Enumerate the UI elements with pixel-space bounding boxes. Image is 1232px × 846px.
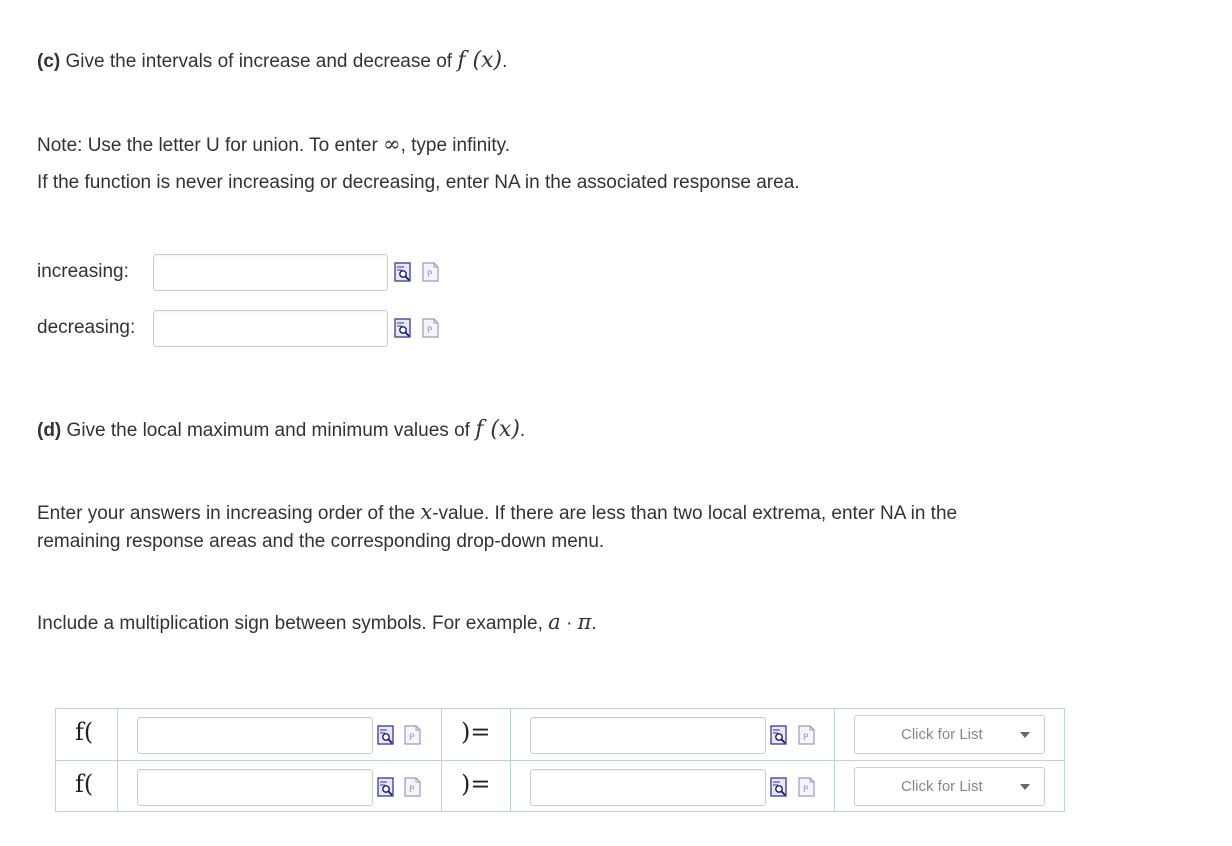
row-2-x-input[interactable]	[137, 769, 373, 806]
svg-text:P: P	[803, 785, 809, 795]
instruction-text-b: -value. If there are less than two local extrema, enter NA in the	[432, 503, 958, 524]
part-d-heading	[37, 417, 525, 442]
preview-icon[interactable]	[377, 725, 395, 745]
preview-icon[interactable]	[770, 725, 788, 745]
example-a: a	[548, 610, 561, 634]
row-2-y-input[interactable]	[530, 769, 766, 806]
part-d-text: Give the local maximum and minimum values of	[66, 420, 470, 441]
note-line-2: If the function is never increasing or decreasing, enter NA in the associated response area.	[37, 172, 800, 193]
part-d-label: (d)	[37, 420, 62, 441]
decreasing-label: decreasing:	[37, 317, 136, 338]
multiplication-text: Include a multiplication sign between symbols. For example,	[37, 613, 543, 634]
preview-icon[interactable]	[770, 777, 788, 797]
part-c-period: .	[502, 51, 508, 72]
row-1-y-input[interactable]	[530, 717, 766, 754]
preview-icon[interactable]	[394, 318, 412, 338]
svg-text:P: P	[409, 785, 415, 795]
example-period: .	[591, 613, 597, 634]
symbol-palette-icon[interactable]	[798, 777, 816, 797]
table-row-2-f-open: f(	[75, 770, 94, 798]
part-c-text: Give the intervals of increase and decrease of	[65, 51, 453, 72]
increasing-label: increasing:	[37, 261, 129, 282]
symbol-palette-icon[interactable]	[404, 777, 422, 797]
multiplication-note	[37, 610, 597, 635]
example-pi: π	[577, 610, 592, 634]
preview-icon[interactable]	[394, 262, 412, 282]
row-1-select-text: Click for List	[901, 726, 983, 743]
increasing-input[interactable]	[153, 254, 388, 291]
table-row-2-equals: )=	[461, 770, 491, 798]
infinity-symbol: ∞	[383, 132, 401, 156]
preview-icon[interactable]	[377, 777, 395, 797]
row-1-x-input[interactable]	[137, 717, 373, 754]
instruction-text-a: Enter your answers in increasing order of the	[37, 503, 416, 524]
symbol-palette-icon[interactable]	[422, 318, 440, 338]
x-variable: x	[420, 500, 433, 524]
symbol-palette-icon[interactable]	[422, 262, 440, 282]
part-c-function: f (x)	[457, 48, 503, 73]
symbol-palette-icon[interactable]	[404, 725, 422, 745]
extrema-table	[55, 708, 1065, 812]
row-1-extrema-select[interactable]	[854, 715, 1045, 754]
svg-text:P: P	[427, 326, 433, 336]
chevron-down-icon	[1020, 732, 1030, 738]
table-row-1-equals: )=	[461, 718, 491, 746]
instruction-line-1	[37, 500, 957, 525]
symbol-palette-icon[interactable]	[798, 725, 816, 745]
part-c-heading	[37, 48, 507, 73]
chevron-down-icon	[1020, 784, 1030, 790]
note-line-1	[37, 132, 510, 157]
svg-text:P: P	[427, 270, 433, 280]
row-2-extrema-select[interactable]	[854, 767, 1045, 806]
note-text-b: , type infinity.	[400, 135, 511, 156]
svg-text:P: P	[803, 733, 809, 743]
part-d-period: .	[519, 420, 526, 441]
instruction-line-2: remaining response areas and the corresponding drop-down menu.	[37, 531, 605, 552]
note-text-a: Note: Use the letter U for union. To enter	[37, 135, 378, 156]
table-row-1-f-open: f(	[75, 718, 94, 746]
row-2-select-text: Click for List	[901, 778, 983, 795]
decreasing-input[interactable]	[153, 310, 388, 347]
example-dot: ·	[565, 613, 573, 634]
svg-text:P: P	[409, 733, 415, 743]
part-c-label: (c)	[37, 51, 61, 72]
part-d-function: f (x)	[475, 417, 520, 442]
